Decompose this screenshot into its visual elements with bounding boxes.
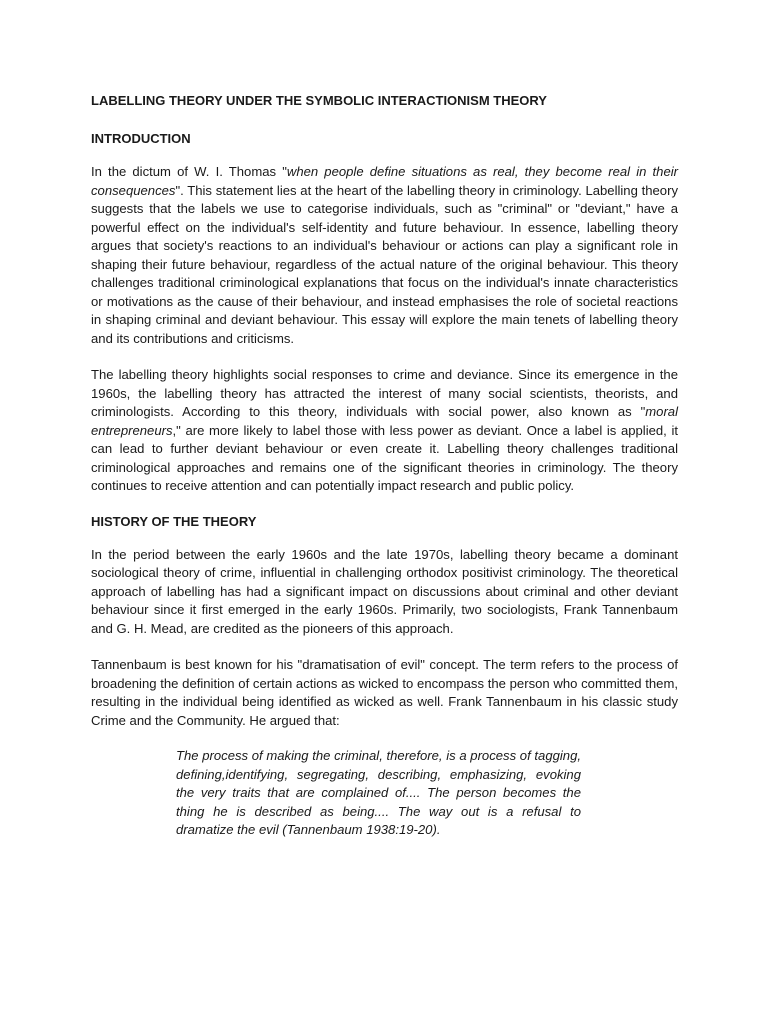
intro-p2-start: The labelling theory highlights social responses to crime and deviance. Since its emergence in the 1960s, the labelling theory has attracted the interest of many social scientists, theorists, and criminologists. According to this theory, individuals with social power, also known as ": [91, 367, 678, 419]
section-heading-introduction: INTRODUCTION: [91, 131, 191, 146]
moral-entrepreneurs-term: moral entrepreneurs: [91, 404, 678, 438]
intro-paragraph-1: [91, 163, 678, 348]
thomas-quote: when people define situations as real, they become real in their consequences: [91, 164, 678, 198]
intro-p1-rest: ". This statement lies at the heart of the labelling theory in criminology. Labelling theory suggests that the labels we use to categorise individuals, such as "criminal" or "deviant," have a powerful effect on the individual's self-identity and future behaviour. In essence, labelling theory argues that society's reactions to an individual's behaviour or actions can play a significant role in shaping their future behaviour, regardless of the actual nature of the original behaviour. This theory challenges traditional criminological explanations that focus on the individual's innate characteristics or motivations as the cause of their behaviour, and instead emphasises the role of societal reactions in shaping criminal and deviant behaviour. This essay will explore the main tenets of labelling theory and its contributions and criticisms.: [91, 182, 678, 346]
history-paragraph-1: In the period between the early 1960s and the late 1970s, labelling theory became a dominant sociological theory of crime, influential in challenging orthodox positivist criminology. The theoretical approach of labelling has had a significant impact on discussions about criminal and other deviant behaviour since it first emerged in the early 1960s. Primarily, two sociologists, Frank Tannenbaum and G. H. Mead, are credited as the pioneers of this approach.: [91, 546, 678, 636]
intro-paragraph-2: [91, 366, 678, 496]
intro-p2-rest: ," are more likely to label those with less power as deviant. Once a label is applied, it can lead to further deviant behaviour or even create it. Labelling theory challenges traditional criminological approaches and remains one of the significant theories in criminology. The theory continues to receive attention and can potentially impact research and public policy.: [91, 422, 678, 493]
section-heading-history: HISTORY OF THE THEORY: [91, 513, 257, 529]
history-paragraph-2: Tannenbaum is best known for his "dramatisation of evil" concept. The term refers to the process of broadening the definition of certain actions as wicked to encompass the person who committed them, resulting in the individual being identified as wicked as well. Frank Tannenbaum in his classic study Crime and the Community. He argued that:: [91, 657, 678, 728]
document-title: LABELLING THEORY UNDER THE SYMBOLIC INTERACTIONISM THEORY: [91, 93, 547, 108]
tannenbaum-blockquote: The process of making the criminal, therefore, is a process of tagging, defining,identifying, segregating, describing, emphasizing, evoking the very traits that are complained of.... The person becomes the thing he is described as being.... The way out is a refusal to dramatize the evil (Tannenbaum 1938:19-20).: [176, 748, 581, 837]
intro-p1-start: In the dictum of W. I. Thomas ": [91, 164, 287, 179]
document-page: [91, 93, 678, 840]
